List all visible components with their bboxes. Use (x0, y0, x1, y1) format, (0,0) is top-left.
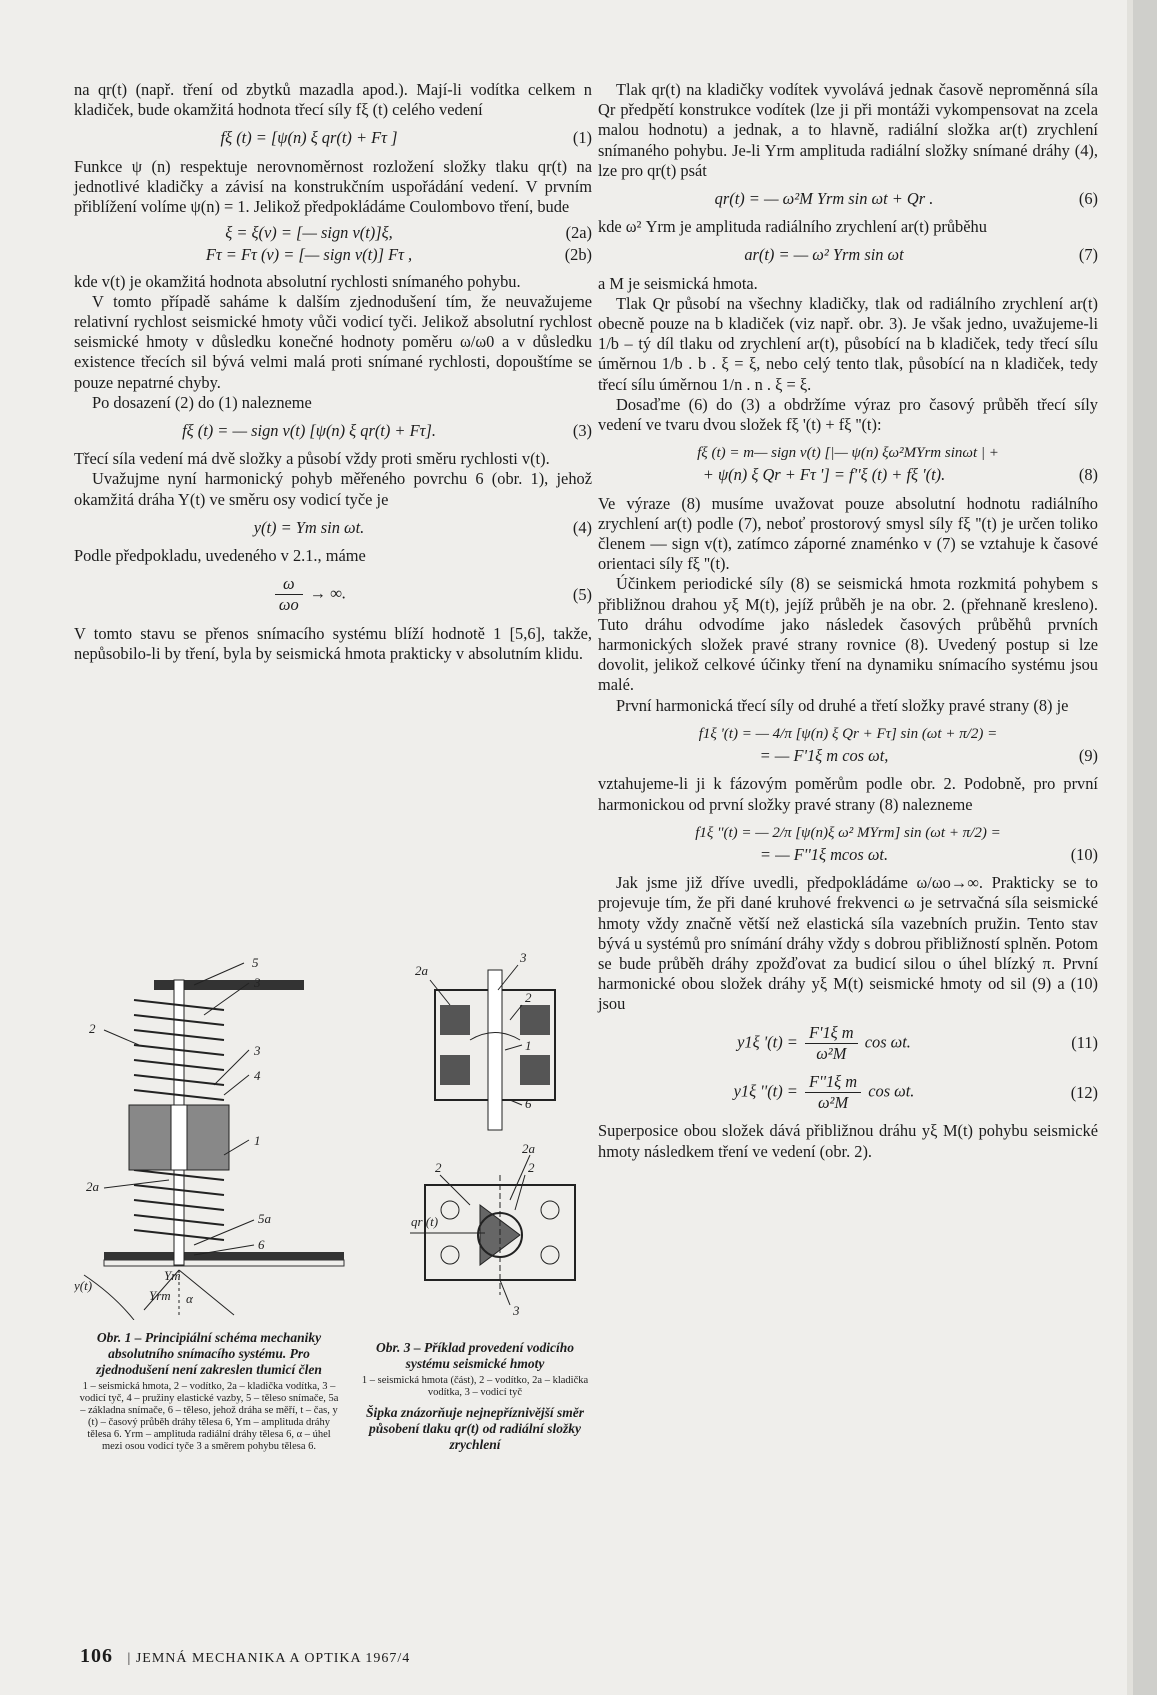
paragraph: Tlak Qr působí na všechny kladičky, tlak od radiálního zrychlení ar(t) obecně pouze na b kladiček (viz např. obr. 3). Je však jedno, uvažujeme-li 1/b – tý díl tlaku od zrychlení ar(t), působící na b kladiček, tedy třecí sílu úměrnou 1/b . b . ξ = ξ, nebo celý tento tlak, působící na n kladiček, tedy třecí sílu úměrnou 1/n . n . ξ = ξ. (598, 293, 1098, 394)
equation-7: ar(t) = — ω² Yrm sin ωt (7) (744, 245, 1098, 265)
paragraph: na qr(t) (např. tření od zbytků mazadla apod.). Mají-li vodítka celkem n kladiček, bude okamžitá hodnota třecí síly fξ (t) celého vedení (74, 80, 592, 120)
equation-9a: f1ξ '(t) = — 4/π [ψ(n) ξ Qr + Fτ] sin (ωt + π/2) = (698, 725, 998, 742)
paragraph: První harmonická třecí síly od druhé a třetí složky pravé strany (8) je (616, 695, 1069, 715)
paragraph: a M je seismická hmota. (598, 273, 758, 293)
fig3-label: 2a (415, 963, 428, 978)
paragraph: vztahujeme-li ji k fázovým poměrům podle obr. 2. Podobně, pro první harmonickou od první složky pravé strany (8) nalezneme (598, 774, 1098, 814)
figure-1-caption: Obr. 1 – Principiální schéma mechaniky absolutního snímacího systému. Pro zjednodušení není zakreslen tlumicí člen 1 – seismická hmota, 2 – vodítko, 2a – kladička vodítka, 3 – vodicí tyč, 4 – pružiny elastické vazby, 5 – těleso snímače, 5a – základna snímače, 6 – těleso, jehož dráha se měří, t – čas, y (t) – časový průběh dráhy tělesa 6, Ym – amplituda dráhy tělesa 6. Yrm – amplituda radiální dráhy tělesa 6, α – úhel mezi osou vodicí tyče 3 a směrem pohybu tělesa 6. (79, 1330, 339, 1452)
fig3-label: 3 (520, 950, 527, 965)
equation-11: y1ξ '(t) = $\frac{\text{F'1ξ m}}{\text{ω²M}}$ cos ωt. (11) (737, 1022, 1098, 1063)
paragraph: Tlak qr(t) na kladičky vodítek vyvolává jednak časově neproměnná síla Qr předpětí konstrukce vodítek (lze ji při montáži vykompensovat na zcela malou hodnotu) a jednak, a to hlavně, radiální složka ar(t) zrychlení snímaného pohybu. Je-li Yrm amplituda radiální složky snímané dráhy (4), lze pro qr(t) psát (598, 80, 1098, 180)
paragraph: kde ω² Yrm je amplituda radiálního zrychlení ar(t) průběhu (598, 217, 987, 237)
fig1-label: 3 (254, 1043, 261, 1058)
equation-10b: = — F''1ξ mcos ωt. (10) (759, 844, 1098, 864)
paragraph: Funkce ψ (n) respektuje nerovnoměrnost rozložení složky tlaku qr(t) na jednotlivé kladičky a závisí na konstrukčním uspořádání vedení. V prvním přiblížení volíme ψ(n) = 1. Jelikož předpokládáme Coulombovo tření, bude (74, 156, 592, 217)
equation-1: fξ (t) = [ψ(n) ξ qr(t) + Fτ ] (1) (220, 128, 592, 148)
paragraph: Dosaďme (6) do (3) a obdržíme výraz pro časový průběh třecí síly vedení ve tvaru dvou složek fξ '(t) + fξ ''(t): (598, 394, 1098, 435)
equation-12: y1ξ ''(t) = $\frac{\text{F''1ξ m}}{\text{ω²M}}$ cos ωt. (12) (733, 1071, 1098, 1113)
equation-2a: ξ = ξ(v) = [— sign v(t)]ξ, (2a) (225, 223, 592, 243)
paragraph: Podle předpokladu, uvedeného v 2.1., máme (74, 546, 366, 566)
fig1-label: 4 (254, 1068, 261, 1083)
fig1-label: 2 (89, 1021, 96, 1036)
fig3-label: 2a (522, 1141, 535, 1156)
fig1-label: Yrm (149, 1288, 171, 1303)
equation-2b: Fτ = Fτ (v) = [— sign v(t)] Fτ , (2b) (205, 245, 592, 265)
fig3-label: qr (t) (411, 1214, 439, 1229)
fig1-label: 3 (254, 975, 261, 990)
paragraph: Jak jsme již dříve uvedli, předpokládáme ω/ωo→∞. Prakticky se to projevuje tím, že při dané kruhové frekvenci ω je setrvačná síla seismické hmoty vždy značně větší než elastická síla vazebních pružin. Tento stav bývá u systémů pro snímání dráhy vždy s dobrou přibližností splněn. Potom se bude průběh dráhy zpožďovat za budicí silou o úhel blízký π. První harmonické obou složek dráhy yξ M(t) seismické hmoty od sil (9) a (10) jsou (598, 873, 1098, 1014)
footer-separator: | (127, 1651, 132, 1666)
fraction: $\frac{\text{F'1ξ m}}{\text{ω²M}}$ (805, 1023, 858, 1064)
equation-9b: = — F'1ξ m cos ωt, (9) (759, 746, 1098, 766)
page-edge (1133, 0, 1157, 1695)
paragraph: Účinkem periodické síly (8) se seismická hmota rozkmitá pohybem s přibližnou drahou yξ M(t), jejíž průběh je na obr. 2. (přehnaně kresleno). Tuto dráhu odvodíme jako následek časových průběhů prvních harmonických složek pravé strany rovnice (8). Uvedený postup si lze dovolit, jelikož celkové účinky tření na dynamiku snímacího systému jsou malé. (598, 574, 1098, 695)
fig3-label: 2 (528, 1160, 535, 1175)
fig1-label: 6 (258, 1237, 265, 1252)
paragraph: Třecí síla vedení má dvě složky a působí vždy proti směru rychlosti v(t). (74, 449, 550, 469)
page-footer (80, 1645, 410, 1668)
equation-4: y(t) = Ym sin ωt. (4) (253, 517, 592, 537)
paragraph: V tomto stavu se přenos snímacího systému blíží hodnotě 1 [5,6], takže, nepůsobilo-li by tření, byla by seismická hmota prakticky v absolutním klidu. (74, 623, 592, 663)
fig1-label: Ym (164, 1268, 181, 1283)
fig1-label: y(t) (74, 1278, 93, 1293)
fig1-label: α (186, 1291, 193, 1306)
fraction: $\frac{\text{F''1ξ m}}{\text{ω²M}}$ (805, 1072, 861, 1113)
paragraph: Ve výraze (8) musíme uvažovat pouze absolutní hodnotu radiálního zrychlení ar(t) podle (7), neboť prostorový smysl síly fξ ''(t) je určen toliko členem — sign v(t), zatímco záporné znaménko v (7) se vztahuje k časové orientaci síly fξ ''(t). (598, 493, 1098, 574)
figure-3-caption: Obr. 3 – Příklad provedení vodicího systému seismické hmoty 1 – seismická hmota (část), 2 – vodítko, 2a – kladička vodítka, 3 – vodicí tyč Šipka znázorňuje nejnepříznivější směr působení tlaku qr(t) od radiální složky zrychlení (361, 1340, 589, 1452)
fig3-label: 6 (525, 1096, 532, 1111)
fig3-label: 2 (525, 990, 532, 1005)
equation-8a: fξ (t) = m— sign v(t) [|— ψ(n) ξω²MYrm sinωt | + (697, 445, 999, 462)
figure-3-diagram (410, 950, 600, 1320)
journal-name: JEMNÁ MECHANIKA A OPTIKA 1967/4 (135, 1651, 411, 1666)
paragraph: Po dosazení (2) do (1) nalezneme (92, 392, 312, 412)
fig3-label: 2 (435, 1160, 442, 1175)
equation-6: qr(t) = — ω²M Yrm sin ωt + Qr . (6) (714, 189, 1098, 209)
paragraph: V tomto případě saháme k dalším zjednodušení tím, že neuvažujeme relativní rychlost seismické hmoty vůči vodicí tyči. Jelikož absolutní rychlost seismické hmoty v důsledku konečné hodnoty poměru ω/ω0 a v důsledku existence třecích sil bývá velmi malá proti snímané rychlosti, dopouštíme se pouze nepatrné chyby. (74, 291, 592, 392)
left-column (74, 80, 592, 664)
fig3-label: 1 (525, 1038, 532, 1053)
fig3-label: 3 (513, 1303, 520, 1318)
fig1-label: 5a (258, 1211, 271, 1226)
paragraph: Uvažujme nyní harmonický pohyb měřeného povrchu 6 (obr. 1), jehož okamžitá dráha Y(t) ve směru osy vodicí tyče je (74, 469, 592, 509)
paragraph: kde v(t) je okamžitá hodnota absolutní rychlosti snímaného pohybu. (74, 271, 521, 291)
equation-10a: f1ξ ''(t) = — 2/π [ψ(n)ξ ω² MYrm] sin (ωt + π/2) = (695, 824, 1001, 841)
figure-1-diagram (74, 955, 374, 1320)
equation-8b: + ψ(n) ξ Qr + Fτ '] = f''ξ (t) + fξ '(t). (8) (702, 465, 1098, 485)
page-number: 106 (80, 1645, 113, 1667)
right-column (598, 80, 1098, 1162)
fig1-label: 2a (86, 1179, 99, 1194)
fig1-label: 1 (254, 1133, 261, 1148)
equation-3: fξ (t) = — sign v(t) [ψ(n) ξ qr(t) + Fτ]. (3) (182, 421, 592, 441)
paragraph: Superposice obou složek dává přibližnou dráhu yξ M(t) pohybu seismické hmoty následkem tření ve vedení (obr. 2). (598, 1121, 1098, 1161)
equation-5: $\frac{\omega}{\omega o}$ → ∞. (5) (74, 574, 592, 615)
fraction: $\frac{\omega}{\omega o}$ (275, 574, 303, 615)
fig1-label: 5 (252, 955, 259, 970)
